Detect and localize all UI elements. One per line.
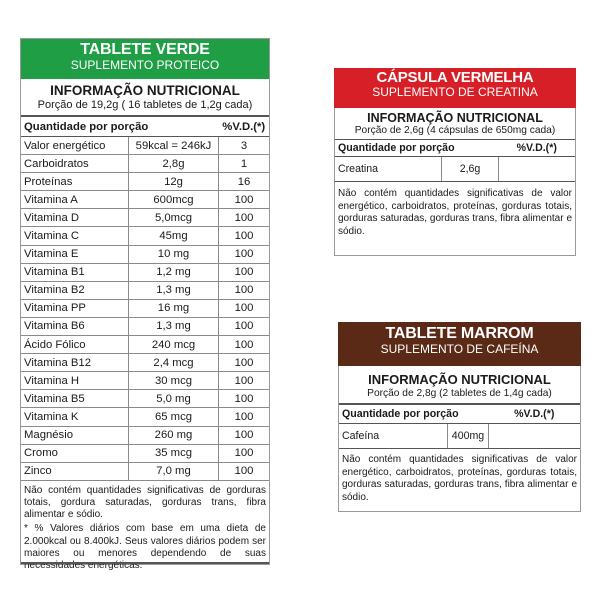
- nutrient-vd: 100: [219, 209, 270, 227]
- brown-portion: Porção de 2,8g (2 tabletes de 1,4g cada): [367, 388, 552, 399]
- nutrient-vd: 100: [219, 426, 270, 444]
- nutrient-name: Vitamina B5: [21, 390, 129, 408]
- nutrient-quantity: 400mg: [448, 424, 489, 449]
- nutrient-vd: [499, 157, 576, 182]
- nutrient-quantity: 5,0mcg: [129, 209, 219, 227]
- divider: [21, 562, 269, 564]
- nutrient-quantity: 2,8g: [129, 155, 219, 173]
- brown-subtitle: SUPLEMENTO DE CAFEÍNA: [380, 341, 539, 356]
- green-heading: INFORMAÇÃO NUTRICIONAL: [50, 83, 240, 98]
- table-row: [21, 209, 269, 227]
- green-notes: [21, 481, 269, 572]
- red-title: CÁPSULA VERMELHA: [376, 69, 534, 86]
- brown-title: TABLETE MARROM: [385, 325, 534, 342]
- table-row: [21, 408, 269, 426]
- nutrient-name: Vitamina B2: [21, 281, 129, 299]
- nutrient-vd: 100: [219, 317, 270, 335]
- nutrient-vd: 100: [219, 227, 270, 245]
- col-vd-header: %V.D.(*): [219, 116, 270, 137]
- nutrient-name: Vitamina C: [21, 227, 129, 245]
- red-capsule-panel: [334, 68, 576, 254]
- table-row: [21, 444, 269, 462]
- nutrient-vd: 100: [219, 281, 270, 299]
- nutrient-quantity: 10 mg: [129, 245, 219, 263]
- nutrient-quantity: 65 mcg: [129, 408, 219, 426]
- table-row: [21, 173, 269, 191]
- table-row: [21, 317, 269, 335]
- nutrient-vd: 1: [219, 155, 270, 173]
- nutrient-vd: 100: [219, 444, 270, 462]
- table-row: [21, 426, 269, 444]
- green-note-2: * % Valores diários com base em uma dieta de 2.000kcal ou 8.400kJ. Seus valores diários podem ser maiores ou menores dependendo de suas necessidades energéticas.: [24, 523, 266, 571]
- brown-note: Não contém quantidades significativas de valor energético, carboidratos, proteínas, gorduras totais, gorduras saturadas, gorduras trans, fibra alimentar e sódio.: [342, 454, 577, 503]
- nutrient-name: Valor energético: [21, 137, 129, 155]
- nutrient-name: Vitamina B12: [21, 354, 129, 372]
- brown-banner: [338, 322, 581, 366]
- nutrient-name: Carboidratos: [21, 155, 129, 173]
- table-row: [21, 137, 269, 155]
- nutrient-name: Vitamina B6: [21, 317, 129, 335]
- brown-heading: INFORMAÇÃO NUTRICIONAL: [368, 372, 551, 387]
- brown-box: [338, 366, 581, 512]
- nutrient-vd: [489, 424, 581, 449]
- col-vd-header: %V.D.(*): [489, 404, 581, 424]
- nutrient-quantity: 35 mcg: [129, 444, 219, 462]
- red-note: Não contém quantidades significativas de valor energético, carboidratos, proteínas, gorduras totais, gorduras saturadas, gorduras trans, fibra alimentar e sódio.: [338, 188, 572, 237]
- green-portion: Porção de 19,2g ( 16 tabletes de 1,2g cada): [37, 99, 253, 111]
- nutrient-name: Vitamina E: [21, 245, 129, 263]
- col-vd-header: %V.D.(*): [499, 140, 576, 157]
- nutrient-vd: 100: [219, 372, 270, 390]
- nutrient-vd: 100: [219, 336, 270, 354]
- nutrient-name: Vitamina PP: [21, 299, 129, 317]
- table-row: [21, 245, 269, 263]
- nutrient-quantity: 1,2 mg: [129, 263, 219, 281]
- green-tablet-panel: [20, 38, 270, 571]
- nutrient-name: Cafeína: [339, 424, 448, 449]
- nutrient-quantity: 2,4 mcg: [129, 354, 219, 372]
- table-header-row: [21, 116, 269, 137]
- col-qty-header: Quantidade por porção: [335, 140, 499, 157]
- table-row: [339, 424, 580, 449]
- nutrient-name: Vitamina D: [21, 209, 129, 227]
- nutrient-name: Cromo: [21, 444, 129, 462]
- table-row: [21, 227, 269, 245]
- nutrient-quantity: 240 mcg: [129, 336, 219, 354]
- nutrient-name: Magnésio: [21, 426, 129, 444]
- nutrient-vd: 100: [219, 299, 270, 317]
- green-note-1: Não contém quantidades significativas de gorduras totais, gordura saturadas, gorduras trans, fibra alimentar e sódio.: [24, 484, 266, 521]
- table-row: [21, 354, 269, 372]
- nutrient-quantity: 30 mcg: [129, 372, 219, 390]
- nutrient-vd: 16: [219, 173, 270, 191]
- nutrient-vd: 100: [219, 354, 270, 372]
- nutrient-quantity: 5,0 mg: [129, 390, 219, 408]
- table-header-row: [335, 140, 575, 157]
- nutrient-quantity: 260 mg: [129, 426, 219, 444]
- nutrient-quantity: 16 mg: [129, 299, 219, 317]
- nutrient-quantity: 600mcg: [129, 191, 219, 209]
- green-subtitle: SUPLEMENTO PROTEICO: [70, 57, 220, 72]
- nutrient-vd: 100: [219, 390, 270, 408]
- nutrient-name: Vitamina K: [21, 408, 129, 426]
- nutrient-name: Ácido Fólico: [21, 336, 129, 354]
- red-box: [334, 108, 576, 256]
- nutrient-vd: 100: [219, 263, 270, 281]
- col-qty-header: Quantidade por porção: [21, 116, 219, 137]
- table-row: [21, 390, 269, 408]
- table-row: [21, 281, 269, 299]
- nutrient-vd: 3: [219, 137, 270, 155]
- nutrient-name: Zinco: [21, 462, 129, 480]
- nutrient-name: Vitamina B1: [21, 263, 129, 281]
- nutrient-quantity: 12g: [129, 173, 219, 191]
- nutrient-name: Vitamina H: [21, 372, 129, 390]
- table-row: [21, 155, 269, 173]
- table-row: [21, 299, 269, 317]
- red-heading: INFORMAÇÃO NUTRICIONAL: [367, 111, 543, 125]
- nutrient-quantity: 45mg: [129, 227, 219, 245]
- nutrient-name: Proteínas: [21, 173, 129, 191]
- green-banner: [21, 39, 269, 79]
- nutrient-quantity: 59kcal = 246kJ: [129, 137, 219, 155]
- green-title: TABLETE VERDE: [80, 41, 210, 58]
- nutrient-quantity: 7,0 mg: [129, 462, 219, 480]
- col-qty-header: Quantidade por porção: [339, 404, 489, 424]
- nutrient-name: Vitamina A: [21, 191, 129, 209]
- nutrient-vd: 100: [219, 245, 270, 263]
- nutrient-quantity: 1,3 mg: [129, 317, 219, 335]
- table-row: [21, 191, 269, 209]
- table-row: [21, 263, 269, 281]
- nutrient-quantity: 1,3 mg: [129, 281, 219, 299]
- nutrient-vd: 100: [219, 462, 270, 480]
- red-portion: Porção de 2,6g (4 cápsulas de 650mg cada): [354, 125, 556, 136]
- table-header-row: [339, 404, 580, 424]
- red-banner: [334, 68, 576, 108]
- table-row: [335, 157, 575, 182]
- table-row: [21, 462, 269, 480]
- red-nutrition-table: [335, 139, 575, 182]
- table-row: [21, 372, 269, 390]
- table-row: [21, 336, 269, 354]
- green-nutrition-table: [21, 115, 269, 481]
- nutrient-name: Creatina: [335, 157, 442, 182]
- nutrient-vd: 100: [219, 408, 270, 426]
- red-subtitle: SUPLEMENTO DE CREATINA: [372, 84, 538, 99]
- nutrient-quantity: 2,6g: [442, 157, 499, 182]
- brown-tablet-panel: [338, 322, 581, 510]
- brown-nutrition-table: [339, 403, 580, 449]
- nutrient-vd: 100: [219, 191, 270, 209]
